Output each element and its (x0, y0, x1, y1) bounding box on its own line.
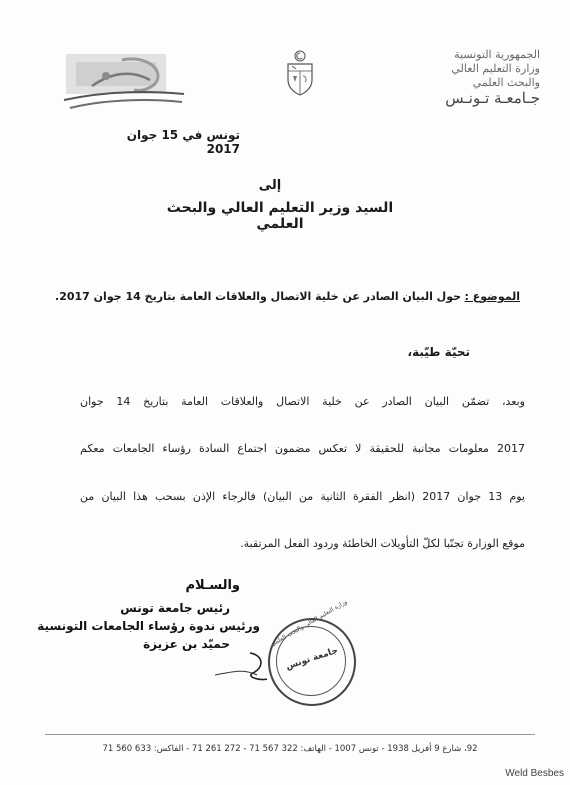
subject-text: حول البيان الصادر عن خلية الاتصال والعلاقات العامة بتاريخ 14 جوان 2017. (55, 290, 462, 303)
ministry-name: وزارة التعليم العالي (451, 62, 540, 75)
official-stamp (268, 598, 356, 706)
signatory-title-2: ورئيس ندوة رؤساء الجامعات التونسية (37, 619, 260, 633)
body-line-1: وبعد، تضمّن البيان الصادر عن خلية الاتصال والعلاقات العامة بتاريخ 14 جوان (80, 395, 525, 408)
watermark: Weld Besbes (505, 768, 564, 779)
subject-line (55, 290, 520, 303)
university-name: جـامعـة تـونـس (445, 89, 540, 107)
republic-name: الجمهورية التونسية (454, 48, 540, 61)
subject-label: الموضوع : (464, 290, 520, 303)
footer-address: 92، شارع 9 أفريل 1938 - تونس 1007 - الهاتف: 322 567 71 - 272 261 71 - الفاكس: 633 560 71 (102, 744, 478, 754)
body-line-3: يوم 13 جوان 2017 (انظر الفقرة الثانية من البيان) فالرجاء الإذن بسحب هذا البيان من (80, 490, 525, 503)
recipient: السيد وزير التعليم العالي والبحث العلمي (166, 200, 394, 232)
signatory-name: حميّد بن عزيزة (143, 637, 230, 651)
tunisia-coat-of-arms-icon (285, 50, 315, 96)
signatory-title: رئيس جامعة تونس (120, 601, 230, 615)
university-logo (62, 50, 187, 112)
letter-date: تونس في 15 جوان 2017 (126, 128, 240, 156)
body-line-4: موقع الوزارة تجنّبا لكلّ التأويلات الخاطئة وردود الفعل المرتقبة. (240, 537, 525, 550)
footer-divider (45, 734, 535, 735)
stamp-ring-text: وزارة التعليم العالي والبحث العلمي (269, 598, 349, 649)
addressee-to: إلى (258, 178, 282, 193)
greeting: تحيّة طيّبة، (407, 345, 470, 359)
closing: والسـلام (185, 578, 240, 593)
stamp-text: جامعة تونس (284, 645, 340, 673)
ministry-name-cont: والبحث العلمي (472, 76, 540, 89)
handwritten-signature (205, 645, 275, 695)
body-line-2: 2017 معلومات مجانبة للحقيقة لا تعكس مضمون اجتماع السادة رؤساء الجامعات معكم (80, 442, 525, 455)
